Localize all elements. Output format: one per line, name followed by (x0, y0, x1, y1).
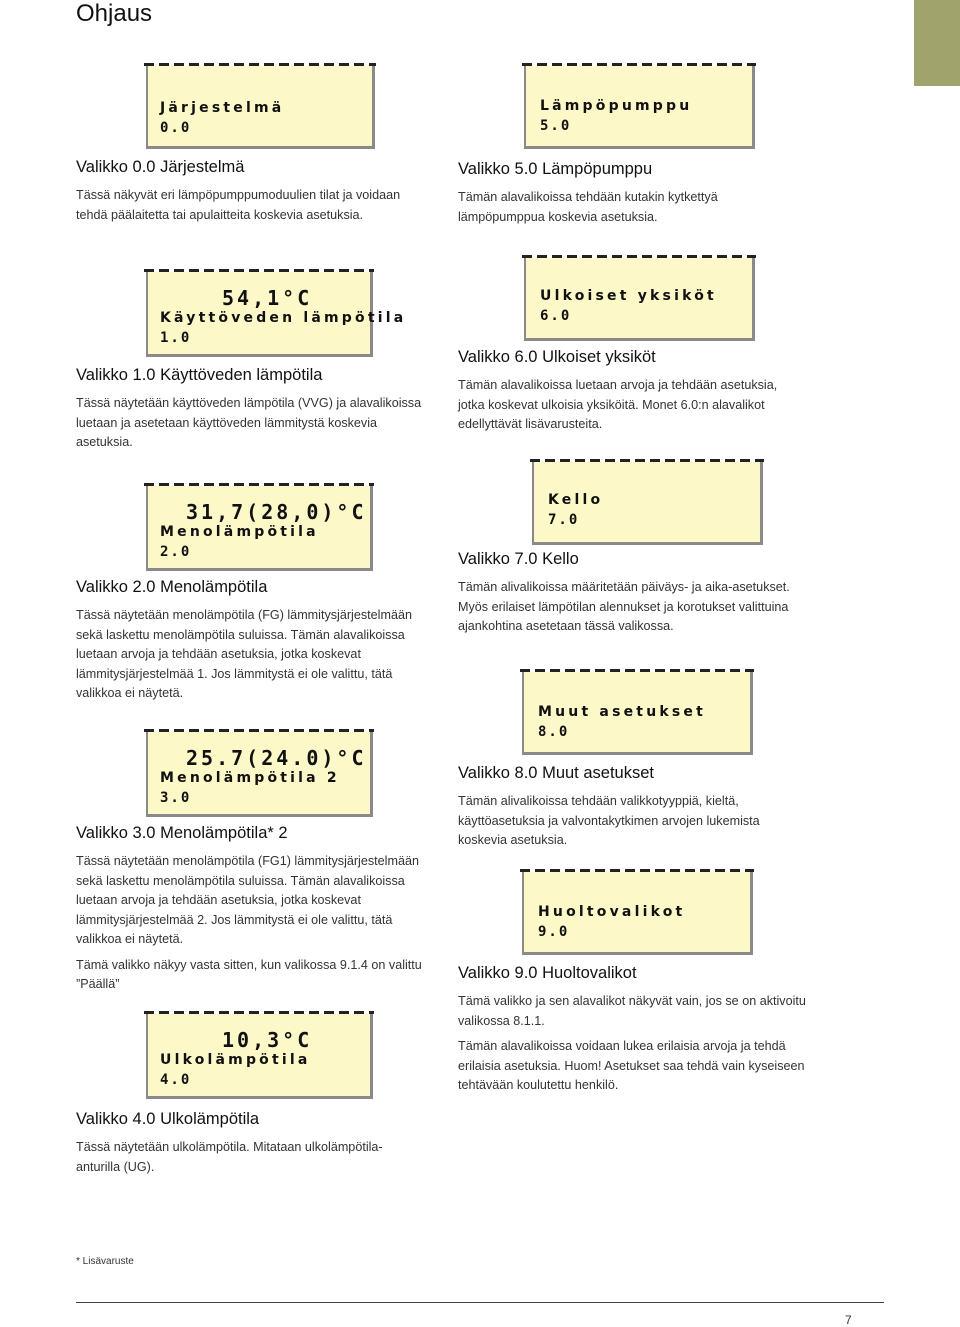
lcd-display-4 (146, 1014, 373, 1099)
lcd-dashed-edge (144, 483, 374, 486)
lcd-dashed-edge (520, 669, 754, 672)
lcd-code: 9.0 (538, 924, 570, 940)
body-paragraph: Tämän alivalikoissa tehdään valikkotyyppiä, kieltä, käyttöasetuksia ja valvontakytkimen arvojen lukemista koskevia asetuksia. (458, 794, 760, 847)
section-body (76, 1138, 416, 1183)
lcd-code: 3.0 (160, 790, 192, 806)
lcd-dashed-edge (530, 459, 764, 462)
chapter-tab (914, 0, 960, 86)
lcd-code: 6.0 (540, 308, 572, 324)
body-paragraph: Tässä näkyvät eri lämpöpumppumoduulien tilat ja voidaan tehdä päälaitetta tai apulaitteita koskevia asetuksia. (76, 188, 401, 222)
section-body (76, 606, 432, 710)
lcd-display-1 (146, 272, 407, 357)
section-heading: Valikko 6.0 Ulkoiset yksiköt (458, 348, 656, 366)
lcd-code: 5.0 (540, 118, 572, 134)
lcd-label: Ulkolämpötila (160, 1052, 311, 1068)
body-paragraph: Tässä näytetään ulkolämpötila. Mitataan ulkolämpötila-anturilla (UG). (76, 1140, 383, 1174)
lcd-display-8 (522, 672, 753, 755)
lcd-display-7 (532, 462, 763, 545)
lcd-label: Ulkoiset yksiköt (540, 288, 717, 304)
section-body (76, 186, 432, 231)
section-body (458, 578, 818, 643)
section-heading: Valikko 3.0 Menolämpötila* 2 (76, 824, 288, 842)
lcd-dashed-edge (144, 1011, 374, 1014)
lcd-code: 7.0 (548, 512, 580, 528)
lcd-dashed-edge (522, 63, 756, 66)
page-title: Ohjaus (76, 0, 153, 27)
body-paragraph: Tämä valikko näkyy vasta sitten, kun valikossa 9.1.4 on valittu ”Päällä” (76, 957, 422, 991)
lcd-label: Käyttöveden lämpötila (160, 310, 407, 326)
body-paragraph: Tämä valikko ja sen alavalikot näkyvät vain, jos se on aktivoitu valikossa 8.1.1. (458, 994, 806, 1028)
section-body (458, 992, 808, 1102)
lcd-dashed-edge (520, 869, 754, 872)
lcd-code: 0.0 (160, 120, 192, 136)
section-heading: Valikko 4.0 Ulkolämpötila (76, 1110, 260, 1128)
lcd-dashed-edge (144, 63, 376, 66)
lcd-code: 4.0 (160, 1072, 192, 1088)
section-body (458, 792, 808, 857)
section-body (76, 394, 432, 459)
footnote: * Lisävaruste (76, 1256, 134, 1267)
lcd-value: 10,3°C (222, 1028, 313, 1052)
lcd-dashed-edge (522, 255, 756, 258)
lcd-code: 8.0 (538, 724, 570, 740)
section-heading: Valikko 5.0 Lämpöpumppu (458, 160, 653, 178)
page-number: 7 (845, 1313, 852, 1327)
section-heading: Valikko 8.0 Muut asetukset (458, 764, 654, 782)
lcd-display-6 (524, 258, 755, 341)
body-paragraph: Tämän alavalikoissa tehdään kutakin kytkettyä lämpöpumppua koskevia asetuksia. (458, 190, 718, 224)
lcd-dashed-edge (144, 729, 374, 732)
section-body (76, 852, 432, 1001)
lcd-label: Lämpöpumppu (540, 98, 693, 114)
lcd-label: Huoltovalikot (538, 904, 686, 920)
lcd-value: 54,1°C (222, 286, 313, 310)
section-body (458, 376, 798, 441)
lcd-display-3 (146, 732, 373, 817)
lcd-dashed-edge (144, 269, 374, 272)
section-heading: Valikko 2.0 Menolämpötila (76, 578, 268, 596)
bottom-rule (76, 1302, 884, 1303)
body-paragraph: Tässä näytetään menolämpötila (FG) lämmitysjärjestelmään sekä laskettu menolämpötila suluissa. Tämän alavalikoissa luetaan arvoja ja tehdään asetuksia, jotka koskevat lämmitysjärjestelmää 1. Jos lämmitystä ei ole valittu, tätä valikkoa ei näytetä. (76, 608, 412, 700)
lcd-display-0 (146, 66, 375, 149)
lcd-value: 25.7(24.0)°C (186, 746, 367, 770)
body-paragraph: Tämän alavalikoissa voidaan lukea erilaisia arvoja ja tehdä erilaisia asetuksia. Huom! Asetukset saa tehdä vain kyseiseen tehtävään koulutettu henkilö. (458, 1039, 805, 1092)
section-heading: Valikko 0.0 Järjestelmä (76, 158, 245, 176)
lcd-label: Muut asetukset (538, 704, 706, 720)
body-paragraph: Tässä näytetään käyttöveden lämpötila (VVG) ja alavalikoissa luetaan ja asetetaan käyttöveden lämmitystä koskevia asetuksia. (76, 396, 422, 449)
lcd-label: Menolämpötila 2 (160, 770, 340, 786)
lcd-label: Menolämpötila (160, 524, 319, 540)
body-paragraph: Tämän alivalikoissa määritetään päiväys- ja aika-asetukset. Myös erilaiset lämpötilan alennukset ja korotukset valittuina ajankohtina asetetaan tässä valikossa. (458, 580, 790, 633)
lcd-display-9 (522, 872, 753, 955)
lcd-code: 1.0 (160, 330, 192, 346)
lcd-label: Kello (548, 492, 604, 508)
lcd-code: 2.0 (160, 544, 192, 560)
lcd-display-5 (524, 66, 755, 149)
section-heading: Valikko 9.0 Huoltovalikot (458, 964, 637, 982)
lcd-value: 31,7(28,0)°C (186, 500, 367, 524)
body-paragraph: Tässä näytetään menolämpötila (FG1) lämmitysjärjestelmään sekä laskettu menolämpötila suluissa. Tämän alavalikoissa luetaan arvoja ja tehdään asetuksia, jotka koskevat lämmitysjärjestelmää 2. Jos lämmitystä ei ole valittu, tätä valikkoa ei näytetä. (76, 854, 419, 946)
lcd-display-2 (146, 486, 373, 571)
section-body (458, 188, 794, 233)
body-paragraph: Tämän alavalikoissa luetaan arvoja ja tehdään asetuksia, jotka koskevat ulkoisia yksiköitä. Monet 6.0:n alavalikot edellyttävät lisävarusteita. (458, 378, 778, 431)
lcd-label: Järjestelmä (160, 100, 285, 116)
section-heading: Valikko 1.0 Käyttöveden lämpötila (76, 366, 323, 384)
section-heading: Valikko 7.0 Kello (458, 550, 579, 568)
